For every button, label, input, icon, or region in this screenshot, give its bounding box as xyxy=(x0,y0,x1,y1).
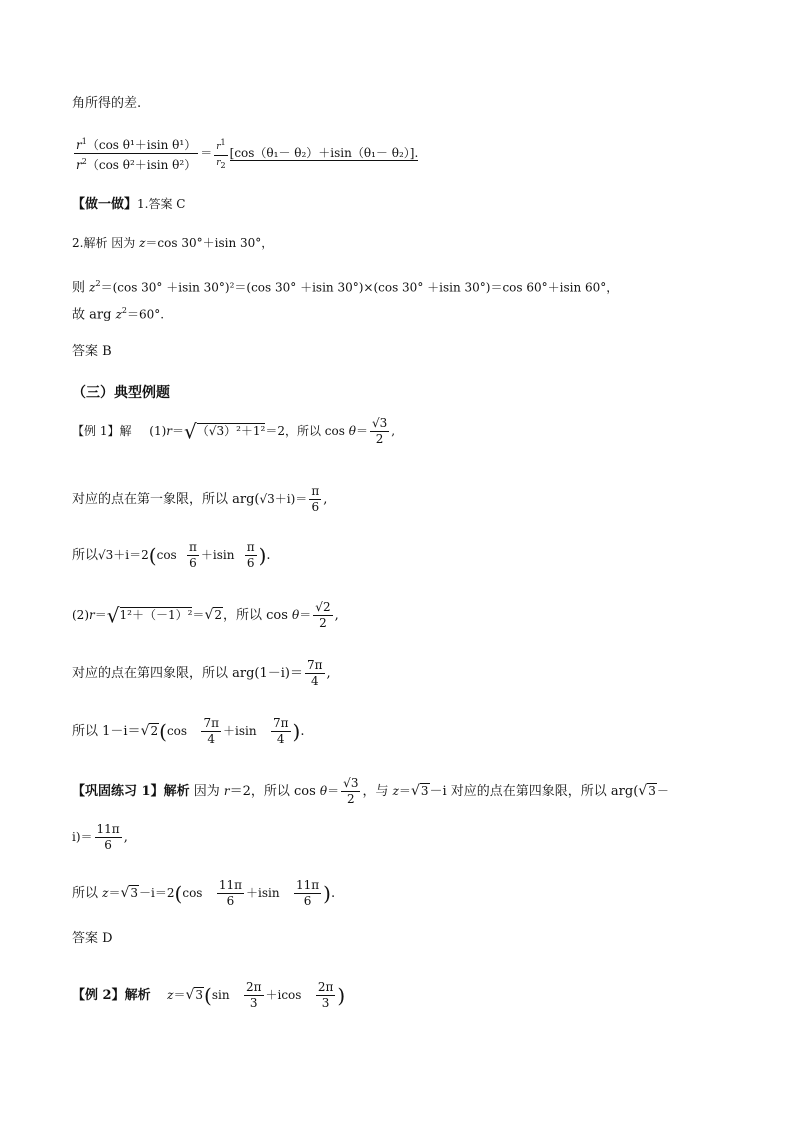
text-line: 所以 1－i＝ √ 2 (cos $\frac{7\pi}{4}$ ＋isin $\frac{7\pi}{4}$ ). xyxy=(72,716,305,746)
fraction: $\frac{r^1}{r_2}$ xyxy=(214,135,227,173)
example-label: 【例 2】解析 xyxy=(72,988,151,1003)
practice-line: 【巩固练习 1】解析 因为 r＝2，所以 cos θ＝ $\frac{√3}{2}$ ，与 z＝ √ 3 －i 对应的点在第四象限，所以 arg( √ 3 － xyxy=(72,776,669,806)
section-label: 【做一做】 xyxy=(72,197,138,212)
fraction: $\frac{r^1(\cos \theta^1+isin \theta^1)}{r^2(\cos \theta^2+isin \theta^2)}$ xyxy=(74,134,198,173)
text-line: i)＝ $\frac{11\pi}{6}$ , xyxy=(72,822,128,852)
formula-division: $\frac{r^1(\cos \theta^1+isin \theta^1)}{r^2(\cos \theta^2+isin \theta^2)}$ ＝ $\frac{r^1}{r_2}$ [cos（θ₁－ θ₂）＋isin（θ₁－ θ₂）]. xyxy=(72,134,418,173)
text-line: 所以√3＋i＝2(cos $\frac{\pi}{6}$ ＋isin $\frac{\pi}{6}$ ). xyxy=(72,540,271,570)
text-line: 则 $z^2=(\cos$ 30° ＋isin 30°)²＝(cos 30° ＋isin 30°)×(cos 30° ＋isin 30°)＝cos 60°＋isin 60°， xyxy=(72,279,619,296)
practice-label: 【巩固练习 1】解析 xyxy=(72,784,190,799)
text-line: 对应的点在第一象限，所以 arg(√3＋i)＝ $\frac{\pi}{6}$ , xyxy=(72,484,328,514)
section-heading: （三）典型例题 xyxy=(72,385,170,401)
text-line: 对应的点在第四象限，所以 arg(1－i)＝ $\frac{7\pi}{4}$ , xyxy=(72,658,331,688)
text-line xyxy=(72,95,141,113)
text-line: 故 arg $z^2=60^\circ$. xyxy=(72,306,165,323)
example-label: 【例 1】解 xyxy=(72,424,132,438)
answer-line: 答案 B xyxy=(72,344,112,359)
example-line: 【例 2】解析 z＝ √ 3 (sin $\frac{2\pi}{3}$ ＋icos $\frac{2\pi}{3}$ ) xyxy=(72,980,346,1010)
text-line: (2)r＝√1²＋（－1）²＝ √ 2 ，所以 cos θ＝ $\frac{√2}{2}$ , xyxy=(72,600,339,630)
analysis-line: 2.解析 因为 z＝cos 30°＋isin 30°， xyxy=(72,236,274,250)
answer-line: 答案 D xyxy=(72,931,113,946)
text-line: 所以 z＝ √ 3 －i＝2(cos $\frac{11\pi}{6}$ ＋isin $\frac{11\pi}{6}$ ). xyxy=(72,878,336,908)
example-line: 【例 1】解 (1)r＝√（√3）²＋1²＝2，所以 cos θ＝ $\frac{√3}{2}$ , xyxy=(72,416,396,446)
answer-line: 【做一做】1.答案 C xyxy=(72,197,186,212)
paragraph-text: 角所得的差. xyxy=(72,96,142,111)
